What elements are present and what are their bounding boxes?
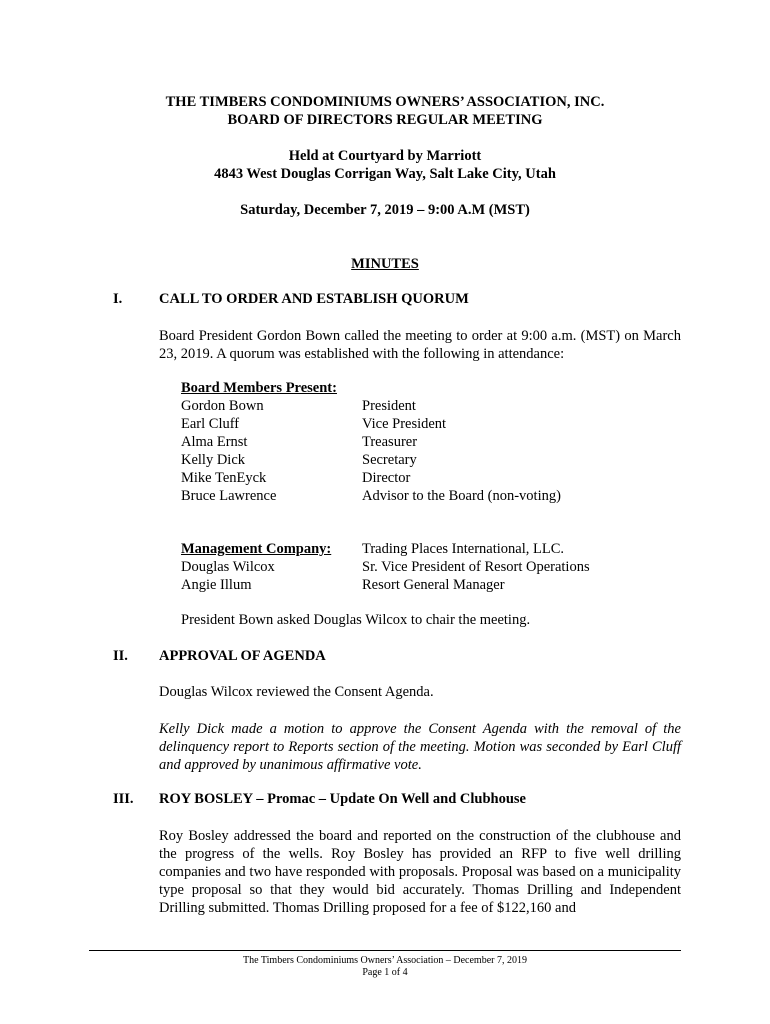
- staff-name: Angie Illum: [181, 577, 252, 593]
- member-name: Kelly Dick: [181, 452, 246, 468]
- staff-name: Douglas Wilcox: [181, 559, 275, 575]
- member-name: Mike TenEyck: [181, 470, 267, 486]
- member-name: Alma Ernst: [181, 434, 248, 450]
- member-role: President: [362, 398, 416, 414]
- board-member-row: [181, 470, 701, 488]
- staff-role: Sr. Vice President of Resort Operations: [362, 559, 590, 575]
- member-role: Treasurer: [362, 434, 418, 450]
- section-2-title: APPROVAL OF AGENDA: [159, 648, 326, 664]
- page-number: Page 1 of 4: [362, 967, 408, 978]
- association-title: THE TIMBERS CONDOMINIUMS OWNERS’ ASSOCIATION, INC.: [165, 94, 605, 110]
- location-name: Held at Courtyard by Marriott: [288, 148, 482, 164]
- footer-title: The Timbers Condominiums Owners’ Association – December 7, 2019: [243, 955, 527, 966]
- member-role: Advisor to the Board (non-voting): [362, 488, 561, 504]
- member-role: Director: [362, 470, 411, 486]
- board-member-row: [181, 452, 701, 470]
- member-role: Vice President: [362, 416, 447, 432]
- member-name: Earl Cluff: [181, 416, 240, 432]
- minutes-heading: MINUTES: [351, 256, 419, 272]
- section-3-text: Roy Bosley addressed the board and reported on the construction of the clubhouse and the progress of the wells. Roy Bosley has provided an RFP to five well drilling companies and two have responded with proposals. Proposal was based on a municipality type proposal so that they would bid accurately. Thomas Drilling and Independent Drilling submitted. Thomas Drilling proposed for a fee of $122,160 and: [159, 828, 681, 916]
- management-company-row: [181, 541, 701, 559]
- section-1-intro: Board President Gordon Bown called the meeting to order at 9:00 a.m. (MST) on March 23, 2019. A quorum was established with the following in attendance:: [159, 328, 681, 362]
- meeting-datetime: Saturday, December 7, 2019 – 9:00 A.M (MST): [240, 202, 530, 218]
- section-1-closing: President Bown asked Douglas Wilcox to chair the meeting.: [181, 612, 531, 628]
- section-1-number: I.: [113, 291, 123, 307]
- management-heading: Management Company:: [181, 541, 332, 557]
- management-row: [181, 559, 701, 577]
- section-2-number: II.: [113, 648, 128, 664]
- member-name: Gordon Bown: [181, 398, 264, 414]
- footer-divider: [89, 950, 681, 951]
- board-member-row: [181, 398, 701, 416]
- board-member-row: [181, 416, 701, 434]
- location-address: 4843 West Douglas Corrigan Way, Salt Lake City, Utah: [214, 166, 556, 182]
- management-row: [181, 577, 701, 595]
- section-2-text: Douglas Wilcox reviewed the Consent Agenda.: [159, 684, 434, 700]
- meeting-title: BOARD OF DIRECTORS REGULAR MEETING: [227, 112, 543, 128]
- section-3-title: ROY BOSLEY – Promac – Update On Well and Clubhouse: [159, 791, 526, 807]
- section-2-motion: Kelly Dick made a motion to approve the Consent Agenda with the removal of the delinquency report to Reports section of the meeting. Motion was seconded by Earl Cluff and approved by unanimous affirmative vote.: [159, 721, 681, 773]
- board-member-row: [181, 434, 701, 452]
- section-1-title: CALL TO ORDER AND ESTABLISH QUORUM: [159, 291, 469, 307]
- board-members-heading: Board Members Present:: [181, 380, 337, 396]
- member-name: Bruce Lawrence: [181, 488, 277, 504]
- management-company-name: Trading Places International, LLC.: [362, 541, 565, 557]
- section-3-number: III.: [113, 791, 134, 807]
- board-member-row: [181, 488, 701, 506]
- member-role: Secretary: [362, 452, 417, 468]
- staff-role: Resort General Manager: [362, 577, 505, 593]
